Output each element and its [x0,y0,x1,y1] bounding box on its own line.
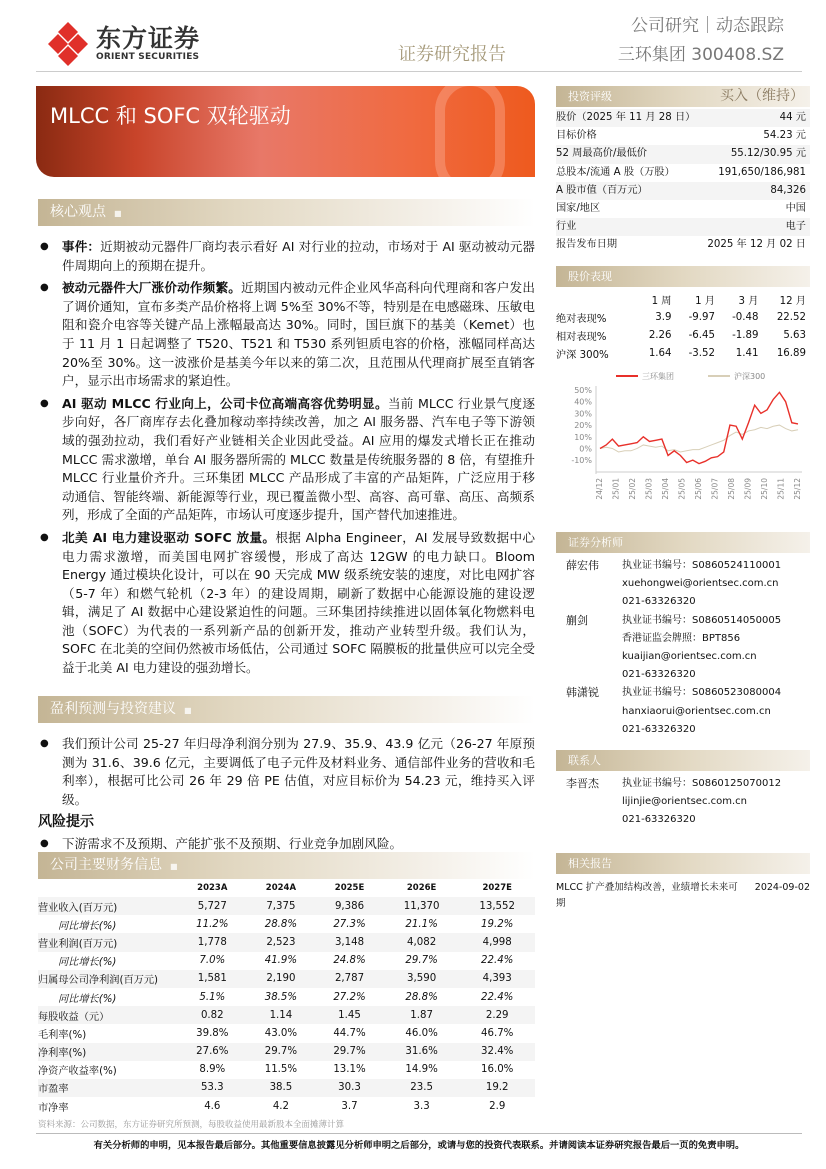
person-details [622,557,781,612]
table-cell: 28.8% [405,991,438,1003]
rating-row [556,164,810,182]
person [556,775,810,830]
table-cell: 39.8% [196,1027,229,1039]
related-date: 2024-09-02 [754,882,810,893]
rating-label: 52 周最高价/最低价 [556,148,647,160]
risk-heading: 风险提示 [38,814,94,831]
table-row [38,933,535,951]
x-tick-label: 25/04 [661,478,670,500]
person-name: 蒯剑 [566,613,588,627]
table-cell: 1.45 [338,1009,361,1021]
orient-logo-icon [48,22,88,66]
table-cell: 4,393 [482,973,512,985]
table-cell: 28.8% [264,918,298,930]
table-row [38,1006,535,1024]
row-label: 毛利率(%) [38,1029,87,1041]
table-cell: 24.8% [333,955,366,967]
row-label: 同比增长(%) [58,993,117,1005]
table-cell: 27.2% [333,991,366,1003]
table-row [556,344,810,362]
table-cell: 1.41 [735,347,759,359]
table-cell: 2.26 [648,329,672,341]
table-cell: 5,727 [197,900,227,912]
rating-label: 行业 [556,221,577,233]
table-cell: -6.45 [688,329,715,341]
row-label: 每股收益（元） [38,1011,110,1023]
rating-row [556,200,810,218]
table-header-row [556,290,810,308]
person [556,684,810,739]
table-row [38,1043,535,1061]
table-cell: 30.3 [338,1082,361,1094]
rating-label: 目标价格 [556,130,597,142]
table-cell: -9.97 [688,311,715,323]
table-header-row [38,879,535,897]
section-header-rating: 投资评级 买入（维持） [556,86,810,107]
table-cell: 38.5 [269,1082,293,1094]
x-tick-label: 24/12 [595,478,604,500]
rating-value: 191,650/186,981 [718,166,806,178]
row-label: 同比增长(%) [58,957,117,969]
table-cell: 16.89 [776,347,806,359]
legend-label: 沪深300 [734,372,766,381]
table-cell: 11.5% [264,1064,298,1076]
column-header: 1 周 [651,295,672,307]
table-cell: 3,590 [407,973,437,985]
table-cell: 27.3% [333,918,366,930]
legend-label: 三环集团 [642,372,674,381]
table-cell: 3.7 [341,1100,358,1112]
table-cell: 0.82 [200,1009,224,1021]
bullet-text: 近期国内被动元件企业风华高科向代理商和客户发出了调价通知，宣布多类产品价格将上调 5%至 30%不等，特别是在电感磁珠、压敏电阻和瓷介电容等关键产品上涨幅最高达 30%。同时，国巨旗下的基美（Kemet）也于 11 月 1 日起调整了 T520、T521 和 T530 系列钽质电容的价格，涨幅同样高达 20%至 30%。这一波涨价是基美今年以来的第二次，且范围从代理商扩展至直销客户，显示出市场需求的紧迫性。 [62,280,535,389]
table-cell: 22.52 [776,311,806,323]
table-cell: 3.3 [413,1100,430,1112]
table-cell: 44.7% [333,1027,366,1039]
header-divider [36,71,802,72]
person-detail-line: lijinjie@orientsec.com.cn [622,796,747,808]
table-cell: 16.0% [481,1064,514,1076]
table-cell: -3.52 [688,347,715,359]
person-detail-line: 021-63326320 [622,669,696,681]
analyst-panel [556,532,810,739]
stock-name: 三环集团 300408.SZ [617,45,784,65]
table-cell: 38.5% [264,991,298,1003]
table-cell: 4.2 [272,1100,290,1112]
table-cell: 27.6% [196,1046,229,1058]
row-label: 绝对表现% [556,313,607,325]
table-cell: 14.9% [405,1064,438,1076]
bullet-text: 根据 Alpha Engineer，AI 发展导致数据中心电力需求激增，而美国电网扩容缓慢，形成了高达 12GW 的电力缺口。Bloom Energy 通过模块化设计，可以在 90 天完成 MW 级系统安装的速度，对比电网扩容（5-7 年）和燃气轮机（2-3 年）的建设周期，刷新了数据中心能源设施的建设逻辑，满足了 AI 数据中心建设紧迫性的问题。三环集团持续推进以固体氧化物燃料电池（SOFC）为代表的一系列新产品的创新开发，推动产业转型升级。我们认为，SOFC 在北美的空间仍然被市场低估，公司通过 SOFC 隔膜板的批量供应可以完全受益于北美 AI 电力建设的强劲增长。 [62,529,536,676]
section-header-core: 核心观点 ■ [38,199,535,226]
rating-value: 2025 年 12 月 02 日 [707,239,806,251]
footer-disclaimer: 有关分析师的申明，见本报告最后部分。其他重要信息披露见分析师申明之后部分，或请与您的投资代表联系。并请阅读本证券研究报告最后一页的免责申明。 [36,1133,802,1151]
rating-row [556,182,810,200]
section-header-forecast: 盈利预测与投资建议 ■ [38,696,535,723]
report-type: 证券研究报告 [398,44,506,65]
rating-value: 44 元 [779,112,806,123]
report-title: MLCC 和 SOFC 双轮驱动 [50,104,291,128]
table-cell: 11.2% [196,918,229,930]
rating-row [556,236,810,254]
table-cell: 13,552 [479,900,516,912]
person-detail-line: 执业证书编号：S0860523080004 [622,687,782,699]
table-cell: -1.89 [732,329,759,341]
table-cell: 29.7% [264,1046,298,1058]
person-name: 李晋杰 [566,777,599,790]
y-tick-label: 40% [574,397,592,407]
y-tick-label: 0% [579,444,592,454]
person-details [622,775,781,830]
table-cell: 5.1% [199,991,226,1003]
column-header: 2023A [197,883,228,893]
table-cell: 3,148 [334,936,365,948]
table-cell: -0.48 [732,311,759,323]
table-cell: 31.6% [405,1046,438,1058]
person [556,612,810,685]
table-cell: 2.29 [485,1009,509,1021]
data-source: 资料来源：公司数据，东方证券研究所预测，每股收益使用最新股本全面摊薄计算 [38,1120,345,1131]
person-detail-line: 021-63326320 [622,596,696,608]
column-header [556,290,637,308]
table-cell: 2,190 [266,973,296,985]
row-label: 营业收入(百万元) [38,902,118,914]
table-cell: 2,523 [266,936,296,948]
table-cell: 22.4% [481,955,514,967]
table-cell: 1.87 [410,1009,433,1021]
table-cell: 13.1% [333,1064,366,1076]
column-header: 12 月 [779,295,806,307]
table-cell: 5.63 [783,329,806,341]
person-name: 韩潇锐 [566,686,599,700]
person-detail-line: hanxiaorui@orientsec.com.cn [622,705,771,717]
brand-name: 东方证券 [96,24,201,53]
rating-row [556,218,810,236]
row-label: 市净率 [38,1102,69,1114]
related-title: MLCC 扩产叠加结构改善，业绩增长未来可期 [556,882,738,909]
row-label: 净利率(%) [38,1048,87,1060]
bullet-lead: 被动元器件大厂涨价动作频繁。 [62,280,242,296]
person-detail-line: 香港证监会牌照：BPT856 [622,632,741,644]
core-bullet [38,238,535,275]
core-section [38,199,535,682]
table-cell: 43.0% [264,1027,298,1039]
core-bullet [38,529,535,678]
title-banner [36,86,535,177]
bullet-lead: 事件： [62,239,101,254]
table-cell: 1.64 [648,347,672,359]
table-cell: 19.2 [485,1082,509,1094]
rating-row [556,145,810,163]
bullet-lead: 北美 AI 电力建设驱动 SOFC 放量。 [62,529,276,545]
rating-value: 中国 [785,202,806,214]
y-tick-label: 20% [574,421,592,431]
brand-logo [48,22,200,66]
x-tick-label: 25/05 [677,478,687,500]
table-cell: 41.9% [264,955,298,967]
column-header: 3 月 [738,295,759,307]
rating-label: 总股本/流通 A 股（万股） [556,166,675,178]
table-cell: 8.9% [199,1064,226,1076]
row-label: 沪深 300% [556,349,609,361]
table-row [38,1061,535,1079]
bullet-text: 当前 MLCC 行业景气度逐步向好，各厂商库存去化叠加稼动率持续改善，加之 AI 服务器、汽车电子等下游领域的强劲拉动，我们看好产业链相关企业因此受益。AI 应用的爆发式增长正在推动 MLCC 需求激增，单台 AI 服务器所需的 MLCC 数量是传统服务器的 8 倍，有望推升 MLCC 行业量价齐升。三环集团 MLCC 产品形成了丰富的产品矩阵，广泛应用于移动通信、智能终端、新能源等行业，现已覆盖微小型、高容、高可靠、高压、高频系列，形成了全面的产品矩阵，市场认可度逐步提升，国产替代加速推进。 [62,395,535,523]
table-cell: 1.14 [269,1009,293,1021]
table-cell: 3.9 [655,311,672,323]
section-header-financial: 公司主要财务信息 ■ [38,852,535,879]
person-details [622,612,781,685]
person-detail-line: 021-63326320 [622,723,696,735]
financial-section [38,852,535,1130]
rating-value: 买入（维持） [720,88,804,104]
x-tick-label: 25/01 [611,478,621,500]
table-row [38,952,535,970]
column-header: 2024A [265,883,297,893]
performance-table [556,290,810,362]
x-tick-label: 25/08 [727,478,736,500]
x-tick-label: 25/12 [793,478,802,500]
table-row [556,308,810,326]
section-header-performance: 股价表现 [556,266,810,287]
table-cell: 53.3 [200,1082,224,1094]
financial-table [38,879,535,1115]
bullet-text: 近期被动元器件厂商均表示看好 AI 对行业的拉动，市场对于 AI 驱动被动元器件周期向上的预期在提升。 [62,239,536,273]
y-tick-label: 30% [574,409,592,419]
y-tick-label: 50% [574,386,592,395]
x-tick-label: 25/10 [760,478,769,500]
column-header [38,879,178,897]
table-cell: 21.1% [405,918,438,930]
brand-name-en: ORIENT SECURITIES [96,52,200,62]
x-tick-label: 25/02 [628,478,637,500]
table-cell: 1,581 [197,973,227,985]
row-label: 营业利润(百万元) [38,938,118,950]
table-row [38,1024,535,1042]
rating-value: 54.23 元 [763,130,806,142]
row-label: 净资产收益率(%) [38,1066,117,1078]
x-tick-label: 25/06 [694,478,703,500]
table-cell: 46.7% [481,1027,514,1039]
x-tick-label: 25/07 [710,478,720,500]
section-header-related: 相关报告 [556,853,810,874]
bullet-lead: AI 驱动 MLCC 行业向上，公司卡位高端高容优势明显。 [62,395,388,411]
table-cell: 23.5 [410,1082,433,1094]
column-header: 2026E [406,883,437,893]
column-header: 2025E [334,883,365,893]
table-cell: 7,375 [266,900,296,912]
section-header-contact: 联系人 [556,750,810,771]
table-cell: 7.0% [199,955,226,967]
x-tick-label: 25/11 [776,478,786,500]
rating-label: 股价（2025 年 11 月 28 日） [556,112,696,123]
table-row [38,1079,535,1097]
related-panel [556,853,810,912]
column-header: 1 月 [695,295,715,307]
table-row [556,326,810,344]
table-row [38,897,535,915]
core-bullets [38,238,535,678]
related-report[interactable] [556,880,810,912]
person-name: 薛宏伟 [566,559,599,572]
table-cell: 2,787 [334,973,365,985]
price-chart [556,370,810,510]
table-row [38,915,535,933]
forecast-text: ● 我们预计公司 25-27 年归母净利润分别为 27.9、35.9、43.9 亿元（26-27 年原预测为 31.6、39.6 亿元，主要调低了电子元件及材料业务、通信部件业务的营收和毛利率），根据可比公司 26 年 29 倍 PE 估值，对应目标价为 54.23 元，维持买入评级。 [38,735,535,809]
table-cell: 1,778 [197,936,227,948]
table-cell: 2.9 [489,1100,506,1112]
performance-panel [556,266,810,514]
person-detail-line: xuehongwei@orientsec.com.cn [622,578,779,590]
row-label: 归属母公司净利润(百万元) [38,975,159,987]
rating-value: 84,326 [770,184,806,196]
rating-row [556,109,810,127]
table-cell: 11,370 [403,900,440,912]
contact-panel [556,750,810,830]
rating-label: A 股市值（百万元） [556,184,648,196]
rating-label: 报告发布日期 [556,239,618,251]
row-label: 市盈率 [38,1084,69,1096]
column-header: 2027E [482,883,512,893]
report-category: 公司研究｜动态跟踪 [631,16,784,36]
person-detail-line: 执业证书编号：S0860514050005 [622,614,782,626]
table-row [38,988,535,1006]
table-cell: 22.4% [481,991,514,1003]
person-detail-line: 执业证书编号：S0860524110001 [622,560,782,571]
table-cell: 19.2% [481,918,514,930]
table-cell: 29.7% [405,955,438,967]
core-bullet [38,279,535,391]
rating-panel [556,86,810,255]
table-cell: 4,082 [407,936,437,948]
x-tick-label: 25/03 [644,478,654,500]
table-row [38,1097,535,1115]
y-tick-label: 10% [574,432,592,442]
table-cell: 9,386 [334,900,365,912]
y-tick-label: -10% [571,456,592,466]
row-label: 同比增长(%) [58,920,117,932]
series-line [600,425,798,452]
row-label: 相对表现% [556,331,607,343]
person [556,557,810,612]
person-details [622,684,781,739]
section-header-analysts: 证券分析师 [556,532,810,553]
person-detail-line: 021-63326320 [622,814,696,826]
table-cell: 32.4% [481,1046,514,1058]
table-cell: 4.6 [204,1100,221,1112]
person-detail-line: 执业证书编号：S0860125070012 [622,778,782,789]
table-row [38,970,535,988]
table-cell: 46.0% [405,1027,438,1039]
risk-text: ● 下游需求不及预期、产能扩张不及预期、行业竞争加剧风险。 [38,835,535,854]
x-tick-label: 25/09 [743,478,753,500]
rating-label: 国家/地区 [556,202,601,214]
rating-value: 电子 [785,221,806,233]
table-cell: 4,998 [482,936,512,948]
core-bullet [38,395,535,525]
person-detail-line: kuaijian@orientsec.com.cn [622,651,757,663]
rating-row [556,127,810,145]
rating-value: 55.12/30.95 元 [730,148,806,160]
table-cell: 29.7% [333,1046,366,1058]
forecast-section [38,696,535,858]
